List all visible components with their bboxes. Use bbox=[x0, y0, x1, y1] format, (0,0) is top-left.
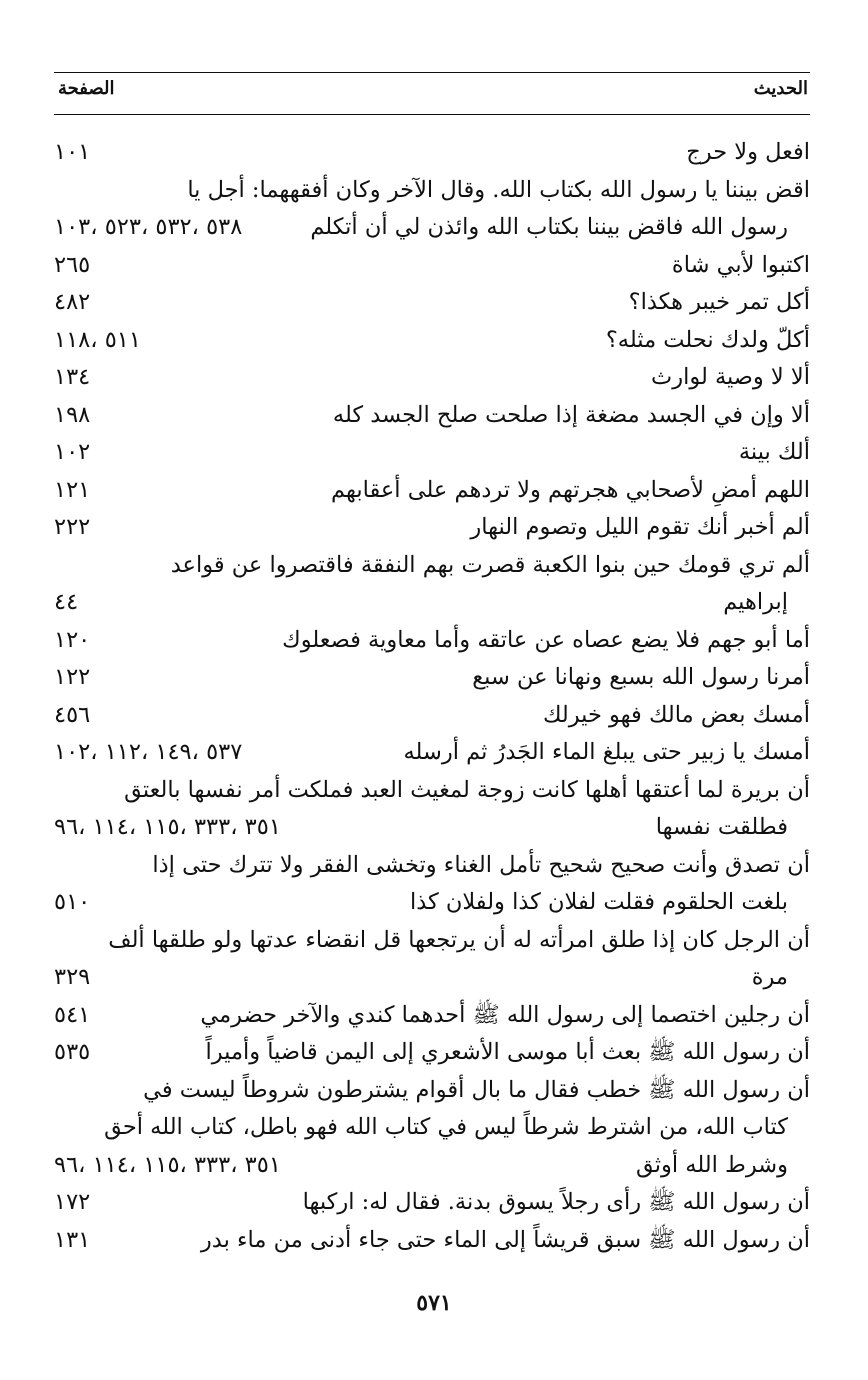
hadith-text: ألا لا وصية لوارث bbox=[651, 364, 810, 390]
hadith-text: أن بريرة لما أعتقها أهلها كانت زوجة لمغيث العبد فملكت أمر نفسها بالعتق bbox=[124, 776, 810, 803]
hadith-text: ألم تري قومك حين بنوا الكعبة قصرت بهم النفقة فاقتصروا عن قواعد bbox=[170, 551, 810, 578]
index-line bbox=[54, 1222, 810, 1259]
hadith-text: وشرط الله أوثق bbox=[635, 1151, 788, 1178]
page-references: ١٢١ bbox=[54, 476, 91, 503]
hadith-text: اللهم أمضِ لأصحابي هجرتهم ولا تردهم على أعقابهم bbox=[331, 476, 810, 503]
hadith-text: إبراهيم bbox=[723, 589, 788, 615]
page-references: ٥٣٨ ،٥٣٢ ،٥٢٣ ،١٠٣ bbox=[54, 214, 243, 240]
hadith-text: ألك بينة bbox=[738, 439, 810, 465]
hadith-text: ألا وإن في الجسد مضغة إذا صلحت صلح الجسد كله bbox=[332, 401, 810, 428]
index-line bbox=[54, 959, 810, 996]
index-line bbox=[54, 509, 810, 546]
page-references: ١٠٢ bbox=[54, 439, 91, 465]
index-line bbox=[54, 209, 810, 246]
page-references: ١٠١ bbox=[54, 139, 91, 165]
index-line bbox=[54, 134, 810, 171]
index-line bbox=[54, 172, 810, 209]
page-references: ١٢٠ bbox=[54, 626, 91, 653]
hadith-text: افعل ولا حرج bbox=[686, 139, 810, 165]
page-references: ٥٣٥ bbox=[54, 1039, 91, 1065]
index-line bbox=[54, 1072, 810, 1109]
index-line bbox=[54, 584, 810, 621]
hadith-text: أن رسول الله ﷺ رأى رجلاً يسوق بدنة. فقال له: اركبها bbox=[302, 1189, 810, 1215]
header-hadith: الحديث bbox=[753, 78, 808, 99]
index-line bbox=[54, 884, 810, 921]
hadith-text: مرة bbox=[751, 964, 788, 990]
index-line bbox=[54, 547, 810, 584]
hadith-text: رسول الله فاقض بيننا بكتاب الله وائذن لي أن أتكلم bbox=[310, 214, 788, 240]
index-line bbox=[54, 847, 810, 884]
page-references: ٣٥١ ،٣٣٣ ،١١٥ ،١١٤ ،٩٦ bbox=[54, 1151, 281, 1178]
index-line bbox=[54, 734, 810, 771]
header-top-rule bbox=[54, 72, 810, 73]
index-line bbox=[54, 997, 810, 1034]
index-line bbox=[54, 434, 810, 471]
hadith-text: أن رجلين اختصما إلى رسول الله ﷺ أحدهما كندي والآخر حضرمي bbox=[200, 1001, 810, 1028]
page-references: ٥٤١ bbox=[54, 1001, 91, 1028]
page-number: ٥٧١ bbox=[416, 1290, 452, 1316]
hadith-text: أما أبو جهم فلا يضع عصاه عن عاتقه وأما معاوية فصعلوك bbox=[282, 626, 810, 653]
page-references: ٤٥٦ bbox=[54, 701, 91, 728]
hadith-text: أن رسول الله ﷺ خطب فقال ما بال أقوام يشترطون شروطاً ليست في bbox=[143, 1076, 810, 1103]
page-references: ٤٤ bbox=[54, 589, 79, 615]
index-line bbox=[54, 772, 810, 809]
page-references: ٥١١ ،١١٨ bbox=[54, 326, 141, 353]
page-references: ١٧٢ bbox=[54, 1189, 91, 1215]
page-references: ٣٥١ ،٣٣٣ ،١١٥ ،١١٤ ،٩٦ bbox=[54, 814, 281, 840]
index-line bbox=[54, 697, 810, 734]
hadith-text: اكتبوا لأبي شاة bbox=[671, 251, 810, 278]
hadith-text: أن رسول الله ﷺ بعث أبا موسى الأشعري إلى اليمن قاضياً وأميراً bbox=[205, 1039, 810, 1065]
page-references: ١٢٢ bbox=[54, 664, 91, 690]
hadith-text: فطلقت نفسها bbox=[655, 814, 788, 840]
index-line bbox=[54, 922, 810, 959]
index-line bbox=[54, 359, 810, 396]
index-line bbox=[54, 1147, 810, 1184]
hadith-text: أمرنا رسول الله بسبع ونهانا عن سبع bbox=[472, 664, 810, 690]
index-line bbox=[54, 659, 810, 696]
hadith-text: أمسك بعض مالك فهو خيرلك bbox=[542, 701, 810, 728]
index-line bbox=[54, 1184, 810, 1221]
page-references: ١٣١ bbox=[54, 1226, 91, 1253]
index-line bbox=[54, 472, 810, 509]
page-references: ١٩٨ bbox=[54, 401, 91, 428]
hadith-text: أمسك يا زبير حتى يبلغ الماء الجَدرُ ثم أرسله bbox=[403, 739, 810, 765]
index-line bbox=[54, 322, 810, 359]
page-references: ٤٨٢ bbox=[54, 289, 91, 315]
index-line bbox=[54, 247, 810, 284]
hadith-text: كتاب الله، من اشترط شرطاً ليس في كتاب الله فهو باطل، كتاب الله أحق bbox=[104, 1114, 788, 1140]
hadith-text: بلغت الحلقوم فقلت لفلان كذا ولفلان كذا bbox=[409, 889, 788, 915]
hadith-text: أكل تمر خيبر هكذا؟ bbox=[628, 289, 810, 315]
index-line bbox=[54, 1109, 810, 1146]
index-line bbox=[54, 397, 810, 434]
hadith-text: أكلّ ولدك نحلت مثله؟ bbox=[605, 326, 810, 353]
page-references: ٥١٠ bbox=[54, 889, 91, 915]
page-references: ٣٢٩ bbox=[54, 964, 91, 990]
page-references: ٥٣٧ ،١٤٩ ،١١٢ ،١٠٢ bbox=[54, 739, 243, 765]
hadith-text: أن تصدق وأنت صحيح شحيح تأمل الغناء وتخشى الفقر ولا تترك حتى إذا bbox=[152, 851, 810, 878]
hadith-text: أن رسول الله ﷺ سبق قريشاً إلى الماء حتى جاء أدنى من ماء بدر bbox=[200, 1226, 810, 1253]
index-line bbox=[54, 809, 810, 846]
page-references: ١٣٤ bbox=[54, 364, 91, 390]
index-line bbox=[54, 1034, 810, 1071]
hadith-text: اقض بيننا يا رسول الله بكتاب الله. وقال الآخر وكان أفقههما: أجل يا bbox=[187, 176, 810, 203]
header-page: الصفحة bbox=[58, 78, 115, 99]
hadith-text: أن الرجل كان إذا طلق امرأته له أن يرتجعها قل انقضاء عدتها ولو طلقها ألف bbox=[108, 926, 810, 953]
index-line bbox=[54, 284, 810, 321]
hadith-text: ألم أخبر أنك تقوم الليل وتصوم النهار bbox=[470, 514, 810, 540]
page-references: ٢٢٢ bbox=[54, 514, 91, 540]
page-references: ٢٦٥ bbox=[54, 251, 91, 278]
header-bottom-rule bbox=[54, 114, 810, 115]
index-line bbox=[54, 622, 810, 659]
